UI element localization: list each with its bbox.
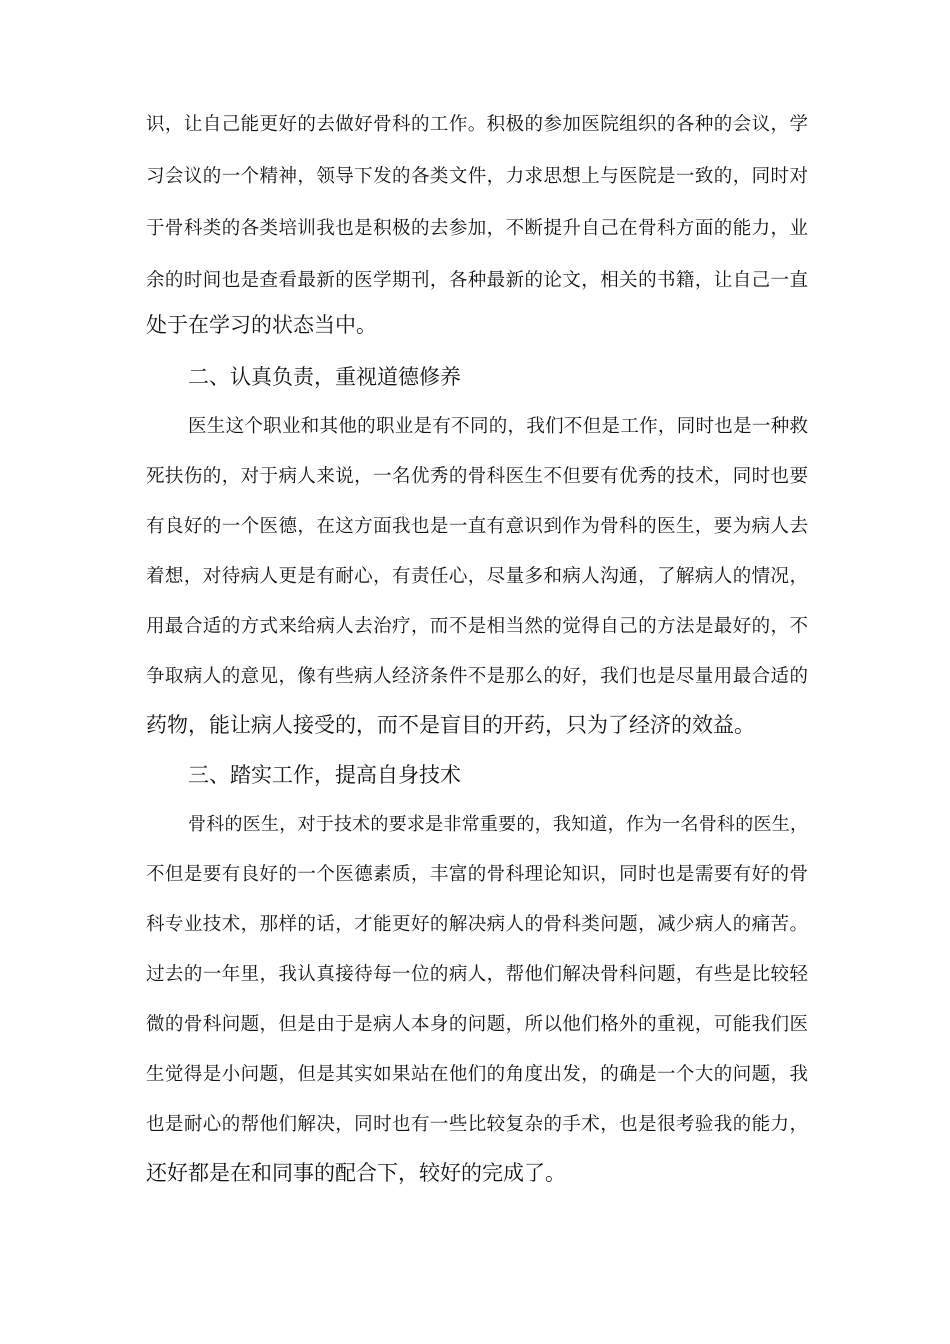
paragraph-2-line-5: 用最合适的方式来给病人去治疗，而不是相当然的觉得自己的方法是最好的，不 — [146, 616, 808, 637]
paragraph-2-line-1: 医生这个职业和其他的职业是有不同的，我们不但是工作，同时也是一种救 — [188, 416, 808, 437]
section-heading-3: 三、踏实工作，提高自身技术 — [188, 763, 461, 787]
paragraph-3-line-5: 微的骨科问题，但是由于是病人本身的问题，所以他们格外的重视，可能我们医 — [146, 1014, 808, 1035]
paragraph-2-line-7: 药物，能让病人接受的，而不是盲目的开药，只为了经济的效益。 — [146, 713, 755, 737]
paragraph-2-line-2: 死扶伤的，对于病人来说，一名优秀的骨科医生不但要有优秀的技术，同时也要 — [146, 466, 808, 487]
paragraph-3-line-8: 还好都是在和同事的配合下，较好的完成了。 — [146, 1161, 566, 1185]
paragraph-3-line-4: 过去的一年里，我认真接待每一位的病人，帮他们解决骨科问题，有些是比较轻 — [146, 964, 808, 985]
paragraph-2-line-6: 争取病人的意见，像有些病人经济条件不是那么的好，我们也是尽量用最合适的 — [146, 666, 808, 687]
paragraph-1-line-4: 余的时间也是查看最新的医学期刊，各种最新的论文，相关的书籍，让自己一直 — [146, 270, 808, 291]
paragraph-1-line-2: 习会议的一个精神，领导下发的各类文件，力求思想上与医院是一致的，同时对 — [146, 166, 808, 187]
paragraph-3-line-3: 科专业技术，那样的话，才能更好的解决病人的骨科类问题，减少病人的痛苦。 — [146, 914, 808, 935]
paragraph-1-line-5: 处于在学习的状态当中。 — [146, 313, 377, 337]
paragraph-3-line-6: 生觉得是小问题，但是其实如果站在他们的角度出发，的确是一个大的问题，我 — [146, 1064, 808, 1085]
paragraph-3-line-2: 不但是要有良好的一个医德素质，丰富的骨科理论知识，同时也是需要有好的骨 — [146, 864, 808, 885]
paragraph-1-line-3: 于骨科类的各类培训我也是积极的去参加，不断提升自己在骨科方面的能力，业 — [146, 218, 808, 239]
paragraph-3-line-1: 骨科的医生，对于技术的要求是非常重要的，我知道，作为一名骨科的医生， — [188, 814, 808, 835]
paragraph-1-line-1: 识，让自己能更好的去做好骨科的工作。积极的参加医院组织的各种的会议，学 — [146, 114, 808, 135]
paragraph-2-line-4: 着想，对待病人更是有耐心，有责任心，尽量多和病人沟通，了解病人的情况， — [146, 566, 808, 587]
paragraph-3-line-7: 也是耐心的帮他们解决，同时也有一些比较复杂的手术，也是很考验我的能力， — [146, 1114, 808, 1135]
section-heading-2: 二、认真负责，重视道德修养 — [188, 365, 461, 389]
paragraph-2-line-3: 有良好的一个医德，在这方面我也是一直有意识到作为骨科的医生，要为病人去 — [146, 516, 808, 537]
